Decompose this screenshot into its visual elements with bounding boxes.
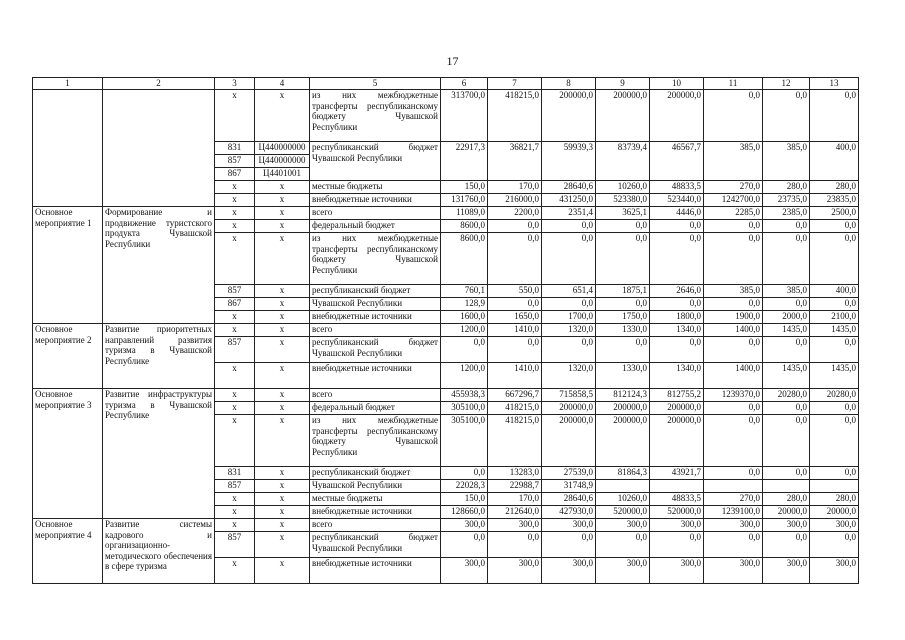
header-cell: 9 <box>596 78 650 90</box>
amount-cell: 1410,0 <box>488 363 542 389</box>
amount-cell: 1239370,0 <box>704 389 763 402</box>
amount-cell: 200000,0 <box>542 90 596 142</box>
amount-cell <box>810 480 859 493</box>
amount-cell: 1200,0 <box>441 363 488 389</box>
amount-cell: 0,0 <box>763 532 810 558</box>
amount-cell: 81864,3 <box>596 467 650 480</box>
amount-cell: 418215,0 <box>488 415 542 467</box>
amount-cell: 28640,6 <box>542 181 596 194</box>
funding-source-cell: федеральный бюджет <box>310 402 441 415</box>
amount-cell: 13283,0 <box>488 467 542 480</box>
amount-cell <box>596 480 650 493</box>
amount-cell: 20280,0 <box>810 389 859 402</box>
csr-code-cell: x <box>255 480 310 493</box>
amount-cell: 300,0 <box>704 558 763 584</box>
funding-source-cell: всего <box>310 389 441 402</box>
amount-cell: 46567,7 <box>650 142 704 181</box>
amount-cell: 300,0 <box>650 558 704 584</box>
amount-cell: 300,0 <box>441 558 488 584</box>
amount-cell: 760,1 <box>441 285 488 298</box>
description-cell: Развитие системы кадрового и организационно-методического обеспечения в сфере туризма <box>103 519 215 584</box>
amount-cell: 280,0 <box>763 493 810 506</box>
csr-code-cell: x <box>255 194 310 207</box>
funding-source-cell: из них межбюджетные трансферты республиканскому бюджету Чувашской Республики <box>310 90 441 142</box>
amount-cell: 715858,5 <box>542 389 596 402</box>
amount-cell: 0,0 <box>763 337 810 363</box>
amount-cell: 385,0 <box>704 142 763 181</box>
grbs-code-cell: x <box>215 324 255 337</box>
amount-cell: 1900,0 <box>704 311 763 324</box>
csr-code-cell: x <box>255 389 310 402</box>
grbs-code-cell: x <box>215 233 255 285</box>
amount-cell: 59939,3 <box>542 142 596 181</box>
amount-cell: 3625,1 <box>596 207 650 220</box>
amount-cell: 0,0 <box>650 220 704 233</box>
grbs-code-cell: 857 <box>215 285 255 298</box>
amount-cell: 0,0 <box>810 402 859 415</box>
header-cell: 1 <box>33 78 103 90</box>
amount-cell: 200000,0 <box>596 402 650 415</box>
funding-source-cell: республиканский бюджет <box>310 285 441 298</box>
amount-cell: 0,0 <box>763 298 810 311</box>
amount-cell: 0,0 <box>596 220 650 233</box>
amount-cell: 418215,0 <box>488 90 542 142</box>
grbs-code-cell: x <box>215 220 255 233</box>
funding-source-cell: внебюджетные источники <box>310 506 441 519</box>
amount-cell: 20000,0 <box>763 506 810 519</box>
funding-source-cell: местные бюджеты <box>310 181 441 194</box>
amount-cell: 0,0 <box>650 337 704 363</box>
amount-cell: 0,0 <box>810 298 859 311</box>
amount-cell: 300,0 <box>441 519 488 532</box>
amount-cell: 1330,0 <box>596 324 650 337</box>
amount-cell: 0,0 <box>810 220 859 233</box>
header-cell: 6 <box>441 78 488 90</box>
amount-cell: 200000,0 <box>650 402 704 415</box>
amount-cell: 0,0 <box>704 402 763 415</box>
amount-cell: 1650,0 <box>488 311 542 324</box>
amount-cell: 300,0 <box>488 519 542 532</box>
funding-source-cell: внебюджетные источники <box>310 194 441 207</box>
grbs-code-cell: 857 <box>215 480 255 493</box>
amount-cell: 48833,5 <box>650 493 704 506</box>
header-cell: 7 <box>488 78 542 90</box>
grbs-code-cell: 857 <box>215 532 255 558</box>
amount-cell: 28640,6 <box>542 493 596 506</box>
amount-cell: 427930,0 <box>542 506 596 519</box>
grbs-code-cell: 831 <box>215 142 255 155</box>
funding-source-cell: из них межбюджетные трансферты республиканскому бюджету Чувашской Республики <box>310 233 441 285</box>
amount-cell: 0,0 <box>810 415 859 467</box>
amount-cell: 400,0 <box>810 285 859 298</box>
amount-cell: 0,0 <box>810 532 859 558</box>
amount-cell: 280,0 <box>810 181 859 194</box>
amount-cell: 418215,0 <box>488 402 542 415</box>
funding-source-cell: из них межбюджетные трансферты республиканскому бюджету Чувашской Республики <box>310 415 441 467</box>
amount-cell: 1320,0 <box>542 324 596 337</box>
amount-cell: 400,0 <box>810 142 859 181</box>
funding-source-cell: местные бюджеты <box>310 493 441 506</box>
amount-cell: 27539,0 <box>542 467 596 480</box>
amount-cell: 523440,0 <box>650 194 704 207</box>
csr-code-cell: Ц4401001 <box>255 168 310 181</box>
budget-table <box>32 77 859 584</box>
amount-cell: 0,0 <box>441 467 488 480</box>
funding-source-cell: внебюджетные источники <box>310 311 441 324</box>
amount-cell: 300,0 <box>810 558 859 584</box>
csr-code-cell: x <box>255 181 310 194</box>
amount-cell: 200000,0 <box>596 415 650 467</box>
table-row <box>33 389 859 402</box>
header-cell: 3 <box>215 78 255 90</box>
amount-cell: 0,0 <box>488 298 542 311</box>
amount-cell: 212640,0 <box>488 506 542 519</box>
amount-cell: 0,0 <box>810 233 859 285</box>
amount-cell: 1700,0 <box>542 311 596 324</box>
amount-cell: 0,0 <box>441 532 488 558</box>
amount-cell: 1400,0 <box>704 324 763 337</box>
measure-cell <box>33 90 103 207</box>
grbs-code-cell: x <box>215 363 255 389</box>
csr-code-cell: x <box>255 558 310 584</box>
amount-cell: 812755,2 <box>650 389 704 402</box>
amount-cell: 305100,0 <box>441 415 488 467</box>
grbs-code-cell: x <box>215 389 255 402</box>
table-row <box>33 519 859 532</box>
amount-cell: 1200,0 <box>441 324 488 337</box>
amount-cell: 1320,0 <box>542 363 596 389</box>
amount-cell: 200000,0 <box>650 90 704 142</box>
amount-cell: 520000,0 <box>596 506 650 519</box>
amount-cell: 1400,0 <box>704 363 763 389</box>
amount-cell: 2000,0 <box>763 311 810 324</box>
amount-cell: 150,0 <box>441 493 488 506</box>
amount-cell: 2100,0 <box>810 311 859 324</box>
amount-cell: 2385,0 <box>763 207 810 220</box>
amount-cell: 0,0 <box>763 402 810 415</box>
page-number: 17 <box>446 54 459 68</box>
amount-cell: 0,0 <box>441 337 488 363</box>
amount-cell: 0,0 <box>650 233 704 285</box>
table-body <box>33 78 859 584</box>
amount-cell: 280,0 <box>810 493 859 506</box>
measure-cell: Основное мероприятие 2 <box>33 324 103 389</box>
amount-cell: 170,0 <box>488 493 542 506</box>
csr-code-cell: x <box>255 506 310 519</box>
amount-cell: 523380,0 <box>596 194 650 207</box>
amount-cell: 200000,0 <box>542 415 596 467</box>
amount-cell: 20000,0 <box>810 506 859 519</box>
amount-cell: 4446,0 <box>650 207 704 220</box>
description-cell: Формирование и продвижение туристского продукта Чувашской Республики <box>103 207 215 324</box>
grbs-code-cell: 867 <box>215 298 255 311</box>
funding-source-cell: республиканский бюджет Чувашской Республики <box>310 532 441 558</box>
amount-cell: 48833,5 <box>650 181 704 194</box>
header-cell: 5 <box>310 78 441 90</box>
amount-cell: 0,0 <box>704 415 763 467</box>
amount-cell: 31748,9 <box>542 480 596 493</box>
measure-cell: Основное мероприятие 1 <box>33 207 103 324</box>
header-cell: 8 <box>542 78 596 90</box>
csr-code-cell: Ц440000000 <box>255 155 310 168</box>
funding-source-cell: всего <box>310 324 441 337</box>
amount-cell: 300,0 <box>704 519 763 532</box>
funding-source-cell: республиканский бюджет <box>310 467 441 480</box>
header-cell: 12 <box>763 78 810 90</box>
table-row <box>33 324 859 337</box>
amount-cell: 0,0 <box>542 298 596 311</box>
amount-cell: 36821,7 <box>488 142 542 181</box>
amount-cell: 150,0 <box>441 181 488 194</box>
amount-cell: 0,0 <box>596 532 650 558</box>
header-row <box>33 78 859 90</box>
funding-source-cell: федеральный бюджет <box>310 220 441 233</box>
amount-cell: 300,0 <box>810 519 859 532</box>
amount-cell <box>704 480 763 493</box>
amount-cell: 385,0 <box>763 285 810 298</box>
csr-code-cell: x <box>255 337 310 363</box>
amount-cell <box>650 480 704 493</box>
amount-cell: 300,0 <box>542 519 596 532</box>
csr-code-cell: x <box>255 519 310 532</box>
amount-cell: 0,0 <box>650 298 704 311</box>
amount-cell: 200000,0 <box>542 402 596 415</box>
amount-cell: 0,0 <box>704 337 763 363</box>
amount-cell: 0,0 <box>488 337 542 363</box>
funding-source-cell: внебюджетные источники <box>310 363 441 389</box>
csr-code-cell: x <box>255 532 310 558</box>
grbs-code-cell: 831 <box>215 467 255 480</box>
grbs-code-cell: x <box>215 519 255 532</box>
header-cell: 4 <box>255 78 310 90</box>
amount-cell: 0,0 <box>488 233 542 285</box>
amount-cell: 1239100,0 <box>704 506 763 519</box>
amount-cell: 280,0 <box>763 181 810 194</box>
amount-cell: 0,0 <box>488 220 542 233</box>
amount-cell: 10260,0 <box>596 493 650 506</box>
header-cell: 10 <box>650 78 704 90</box>
csr-code-cell: x <box>255 207 310 220</box>
csr-code-cell: x <box>255 467 310 480</box>
funding-source-cell: внебюджетные источники <box>310 558 441 584</box>
amount-cell: 313700,0 <box>441 90 488 142</box>
funding-source-cell: республиканский бюджет Чувашской Республики <box>310 337 441 363</box>
amount-cell: 200000,0 <box>650 415 704 467</box>
amount-cell: 0,0 <box>488 532 542 558</box>
amount-cell: 300,0 <box>488 558 542 584</box>
amount-cell: 0,0 <box>763 415 810 467</box>
amount-cell: 1435,0 <box>810 363 859 389</box>
amount-cell: 0,0 <box>596 233 650 285</box>
amount-cell: 83739,4 <box>596 142 650 181</box>
amount-cell: 0,0 <box>763 90 810 142</box>
grbs-code-cell: 857 <box>215 155 255 168</box>
amount-cell: 667296,7 <box>488 389 542 402</box>
amount-cell: 0,0 <box>704 90 763 142</box>
amount-cell: 22917,3 <box>441 142 488 181</box>
grbs-code-cell: x <box>215 402 255 415</box>
amount-cell: 0,0 <box>542 220 596 233</box>
amount-cell: 300,0 <box>596 558 650 584</box>
amount-cell: 0,0 <box>542 233 596 285</box>
description-cell: Развитие приоритетных направлений развития туризма в Чувашской Республике <box>103 324 215 389</box>
amount-cell: 2351,4 <box>542 207 596 220</box>
amount-cell: 170,0 <box>488 181 542 194</box>
amount-cell: 8600,0 <box>441 220 488 233</box>
amount-cell: 128,9 <box>441 298 488 311</box>
amount-cell: 300,0 <box>650 519 704 532</box>
grbs-code-cell: x <box>215 194 255 207</box>
grbs-code-cell: x <box>215 311 255 324</box>
amount-cell: 300,0 <box>542 558 596 584</box>
amount-cell: 2285,0 <box>704 207 763 220</box>
amount-cell: 1875,1 <box>596 285 650 298</box>
amount-cell: 2646,0 <box>650 285 704 298</box>
amount-cell: 23835,0 <box>810 194 859 207</box>
amount-cell: 1435,0 <box>763 363 810 389</box>
amount-cell: 651,4 <box>542 285 596 298</box>
amount-cell: 0,0 <box>542 532 596 558</box>
amount-cell: 0,0 <box>650 532 704 558</box>
csr-code-cell: x <box>255 298 310 311</box>
amount-cell: 0,0 <box>704 220 763 233</box>
csr-code-cell: x <box>255 220 310 233</box>
csr-code-cell: x <box>255 90 310 142</box>
header-cell: 13 <box>810 78 859 90</box>
amount-cell: 2200,0 <box>488 207 542 220</box>
amount-cell: 385,0 <box>704 285 763 298</box>
amount-cell: 520000,0 <box>650 506 704 519</box>
header-cell: 2 <box>103 78 215 90</box>
amount-cell: 550,0 <box>488 285 542 298</box>
amount-cell: 1242700,0 <box>704 194 763 207</box>
amount-cell: 131760,0 <box>441 194 488 207</box>
csr-code-cell: x <box>255 415 310 467</box>
amount-cell: 200000,0 <box>596 90 650 142</box>
description-cell: Развитие инфраструктуры туризма в Чувашской Республике <box>103 389 215 519</box>
amount-cell: 431250,0 <box>542 194 596 207</box>
grbs-code-cell: x <box>215 415 255 467</box>
csr-code-cell: x <box>255 285 310 298</box>
csr-code-cell: x <box>255 324 310 337</box>
amount-cell: 0,0 <box>810 467 859 480</box>
amount-cell: 8600,0 <box>441 233 488 285</box>
amount-cell: 270,0 <box>704 493 763 506</box>
amount-cell: 270,0 <box>704 181 763 194</box>
funding-source-cell: Чувашской Республики <box>310 298 441 311</box>
table-row <box>33 90 859 142</box>
measure-cell: Основное мероприятие 4 <box>33 519 103 584</box>
funding-source-cell: Чувашской Республики <box>310 480 441 493</box>
amount-cell: 10260,0 <box>596 181 650 194</box>
amount-cell: 0,0 <box>763 220 810 233</box>
amount-cell: 0,0 <box>542 337 596 363</box>
csr-code-cell: x <box>255 493 310 506</box>
amount-cell: 23735,0 <box>763 194 810 207</box>
grbs-code-cell: 867 <box>215 168 255 181</box>
funding-source-cell: всего <box>310 207 441 220</box>
amount-cell: 0,0 <box>596 298 650 311</box>
amount-cell: 22988,7 <box>488 480 542 493</box>
grbs-code-cell: x <box>215 493 255 506</box>
amount-cell: 300,0 <box>763 519 810 532</box>
amount-cell: 1800,0 <box>650 311 704 324</box>
funding-source-cell: всего <box>310 519 441 532</box>
amount-cell: 1750,0 <box>596 311 650 324</box>
amount-cell: 1435,0 <box>763 324 810 337</box>
amount-cell: 300,0 <box>596 519 650 532</box>
amount-cell: 216000,0 <box>488 194 542 207</box>
amount-cell: 455938,3 <box>441 389 488 402</box>
amount-cell: 0,0 <box>763 467 810 480</box>
amount-cell: 0,0 <box>810 337 859 363</box>
amount-cell: 11089,0 <box>441 207 488 220</box>
amount-cell: 1340,0 <box>650 363 704 389</box>
amount-cell: 1330,0 <box>596 363 650 389</box>
grbs-code-cell: x <box>215 506 255 519</box>
amount-cell: 1410,0 <box>488 324 542 337</box>
amount-cell: 0,0 <box>810 90 859 142</box>
amount-cell: 812124,3 <box>596 389 650 402</box>
amount-cell: 0,0 <box>763 233 810 285</box>
grbs-code-cell: 857 <box>215 337 255 363</box>
description-cell <box>103 90 215 207</box>
amount-cell: 0,0 <box>704 233 763 285</box>
amount-cell: 128660,0 <box>441 506 488 519</box>
header-cell: 11 <box>704 78 763 90</box>
grbs-code-cell: x <box>215 181 255 194</box>
amount-cell: 1600,0 <box>441 311 488 324</box>
amount-cell: 22028,3 <box>441 480 488 493</box>
amount-cell: 0,0 <box>704 298 763 311</box>
amount-cell: 0,0 <box>704 532 763 558</box>
amount-cell: 20280,0 <box>763 389 810 402</box>
amount-cell: 0,0 <box>704 467 763 480</box>
csr-code-cell: x <box>255 402 310 415</box>
amount-cell: 2500,0 <box>810 207 859 220</box>
amount-cell: 1340,0 <box>650 324 704 337</box>
amount-cell: 43921,7 <box>650 467 704 480</box>
amount-cell: 300,0 <box>763 558 810 584</box>
csr-code-cell: Ц440000000 <box>255 142 310 155</box>
csr-code-cell: x <box>255 311 310 324</box>
csr-code-cell: x <box>255 233 310 285</box>
amount-cell: 0,0 <box>596 337 650 363</box>
amount-cell: 1435,0 <box>810 324 859 337</box>
grbs-code-cell: x <box>215 558 255 584</box>
amount-cell: 305100,0 <box>441 402 488 415</box>
measure-cell: Основное мероприятие 3 <box>33 389 103 519</box>
grbs-code-cell: x <box>215 90 255 142</box>
grbs-code-cell: x <box>215 207 255 220</box>
amount-cell: 385,0 <box>763 142 810 181</box>
table-row <box>33 207 859 220</box>
csr-code-cell: x <box>255 363 310 389</box>
amount-cell <box>763 480 810 493</box>
funding-source-cell: республиканский бюджет Чувашской Республики <box>310 142 441 181</box>
